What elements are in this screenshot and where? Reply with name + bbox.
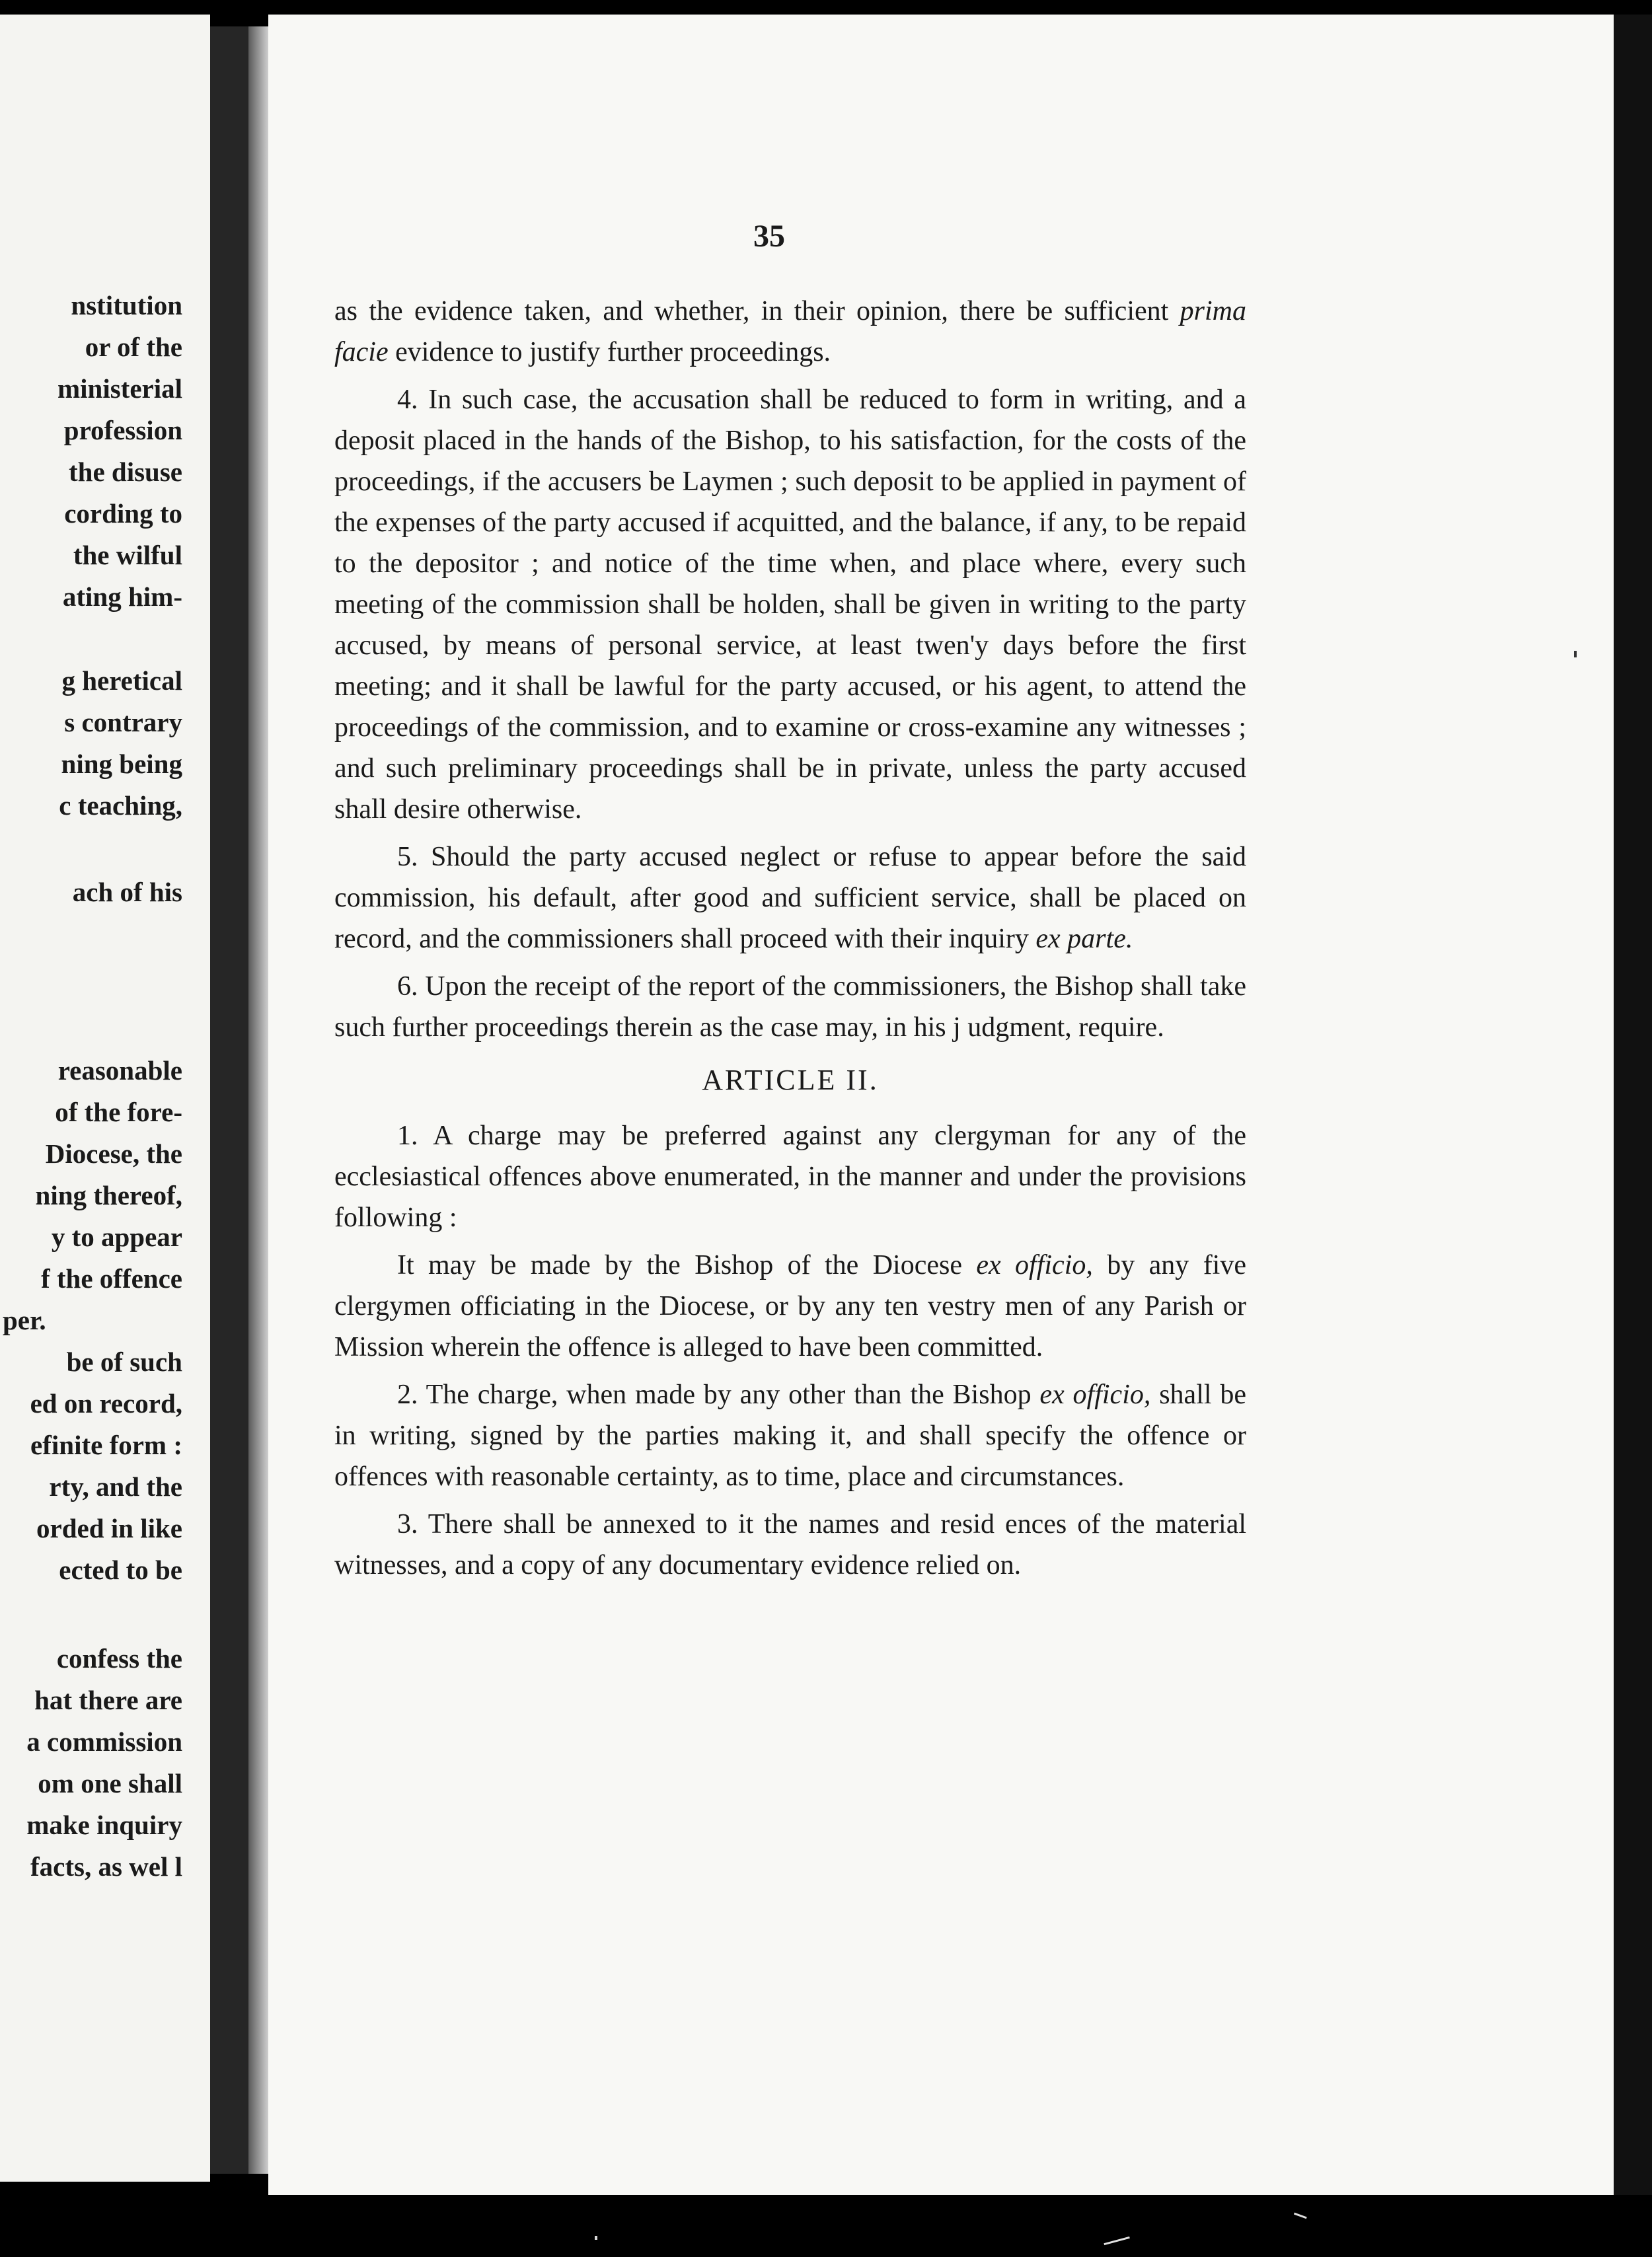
- text-run: It may be made by the Bishop of the Diocese: [397, 1250, 977, 1280]
- left-page-line: ed on record,: [30, 1388, 182, 1419]
- article-2-paragraph-2: [334, 1374, 1246, 1497]
- left-page-line: make inquiry: [26, 1810, 182, 1840]
- left-page-line: of the fore-: [55, 1097, 182, 1127]
- page-body-text: [334, 291, 1246, 1592]
- left-page-line: cording to: [64, 498, 182, 529]
- paragraph-5: [334, 836, 1246, 959]
- italic-term: ex officio,: [976, 1250, 1093, 1280]
- left-page-line: rty, and the: [49, 1471, 182, 1502]
- paragraph-4: 4. In such case, the accusation shall be reduced to form in writing, and a deposit placed in the hands of the Bishop, to his satisfaction, for the costs of the proceedings, if the accusers be Laymen ; such deposit to be applied in payment of the expenses of the party accused if acquitted, and the balance, if any, to be repaid to the depositor ; and notice of the time when, and place where, every such meeting of the commission shall be holden, shall be given in writing to the party accused, by means of personal service, at least twen'y days before the first meeting; and it shall be lawful for the party accused, or his agent, to attend the proceedings of the commission, and to examine or cross-examine any witnesses ; and such preliminary proceedings shall be in private, unless the party accused shall desire otherwise.: [334, 385, 1246, 825]
- text-run: 2. The charge, when made by any other than the Bishop: [397, 1380, 1040, 1410]
- left-facing-page: [0, 15, 210, 2182]
- left-page-line: reasonable: [57, 1055, 182, 1086]
- right-edge-shadow: [1614, 15, 1652, 2195]
- left-page-line: hat there are: [34, 1685, 182, 1715]
- left-page-line: the wilful: [73, 540, 182, 570]
- left-page-line: a commission: [26, 1726, 182, 1757]
- left-page-line: ected to be: [59, 1555, 182, 1585]
- italic-term: ex parte.: [1035, 924, 1133, 954]
- left-page-line: y to appear: [51, 1222, 182, 1252]
- left-page-line: nstitution: [71, 290, 182, 320]
- text-run: as the evidence taken, and whether, in their opinion, there be sufficient: [334, 296, 1180, 326]
- italic-term: prima facie: [334, 296, 1246, 367]
- text-run: evidence to justify further proceedings.: [388, 337, 831, 367]
- left-page-line: ning thereof,: [35, 1180, 182, 1210]
- left-page-line: per.: [3, 1305, 46, 1335]
- left-page-line: orded in like: [36, 1513, 182, 1543]
- italic-term: ex officio,: [1039, 1380, 1151, 1410]
- article-2-paragraph-1b: [334, 1245, 1246, 1368]
- left-page-line: efinite form :: [30, 1430, 182, 1460]
- binding-shadow: [248, 26, 268, 2174]
- section-heading: ARTICLE II.: [702, 1064, 879, 1096]
- left-page-line: profession: [63, 415, 182, 445]
- left-page-line: s contrary: [64, 707, 182, 737]
- page-number: 35: [753, 219, 785, 254]
- left-page-line: ach of his: [72, 877, 182, 907]
- left-page-line: ministerial: [57, 373, 182, 404]
- text-run: 5. Should the party accused neglect or refuse to appear before the said commission, his default, after good and sufficient service, shall be placed on record, and the commissioners shall proceed with their inquiry: [334, 842, 1246, 954]
- left-page-line: or of the: [85, 332, 182, 362]
- left-page-line: Diocese, the: [45, 1138, 182, 1169]
- book-binding-gutter: [210, 26, 248, 2174]
- text-run: shall be in writing, signed by the parties making it, and shall specify the offence or offences with reasonable certainty, as to time, place and circumstances.: [334, 1380, 1247, 1492]
- left-page-line: f the offence: [40, 1263, 182, 1294]
- text-run: by any five clergymen officiating in the Diocese, or by any ten vestry men of any Parish or Mission wherein the offence is alleged to have been committed.: [334, 1250, 1246, 1362]
- left-page-line: be of such: [66, 1347, 182, 1377]
- left-page-line: confess the: [56, 1643, 182, 1674]
- article-2-paragraph-1: 1. A charge may be preferred against any clergyman for any of the ecclesiastical offences above enumerated, in the manner and under the provisions following :: [334, 1121, 1246, 1233]
- left-page-line: the disuse: [68, 457, 182, 487]
- left-page-line: ating him-: [62, 581, 182, 612]
- article-2-paragraph-3: 3. There shall be annexed to it the names and resid ences of the material witnesses, and a copy of any documentary evidence relied on.: [334, 1509, 1246, 1580]
- left-page-line: facts, as wel l: [30, 1851, 182, 1882]
- left-page-line: ning being: [61, 749, 182, 779]
- paragraph-continuation: [334, 291, 1246, 373]
- left-page-line: c teaching,: [59, 790, 182, 821]
- left-page-line: om one shall: [38, 1768, 182, 1798]
- paragraph-6: 6. Upon the receipt of the report of the commissioners, the Bishop shall take such further proceedings therein as the case may, in his j udgment, require.: [334, 971, 1246, 1043]
- left-page-line: g heretical: [61, 665, 182, 696]
